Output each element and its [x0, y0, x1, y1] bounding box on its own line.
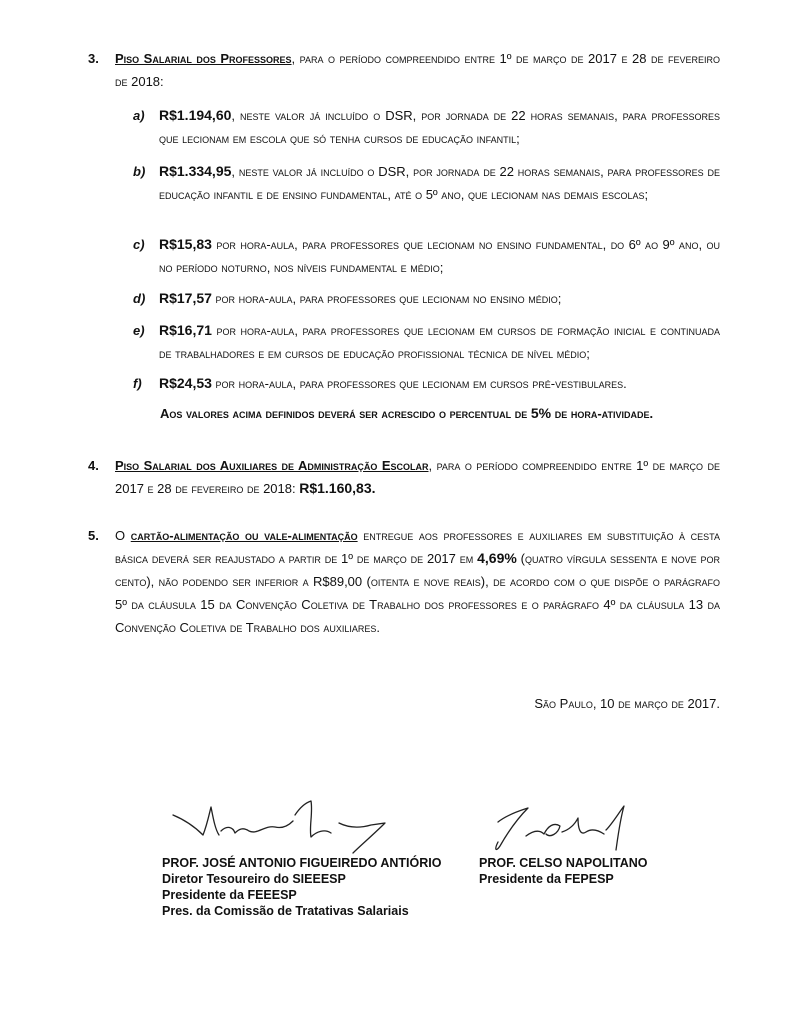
subitem-value: R$15,83 [159, 236, 212, 252]
subitem-value: R$17,57 [159, 290, 212, 306]
clause-4-value: R$1.160,83. [299, 480, 376, 496]
subitem-a [133, 104, 720, 150]
subitem-value: R$1.334,95 [159, 163, 232, 179]
subitem-letter: f) [133, 376, 142, 391]
clause-5-pre: O [115, 528, 131, 543]
signatory-1-role-2: Presidente da FEEESP [162, 888, 297, 902]
clause-5-text2: (quatro vírgula sessenta e nove por cento), não podendo ser inferior a R$89,00 (oitenta e nove reais), de acordo com o que dispõe o parágrafo 5º da cláusula 15 da Convenção Coletiva de Trabalho dos professores e o parágrafo 4º da cláusula 13 da Convenção Coletiva de Trabalho dos auxiliares. [115, 551, 720, 635]
subitem-f [133, 372, 720, 395]
signatory-2-role-1: Presidente da FEPESP [479, 872, 614, 886]
subitem-c [133, 233, 720, 279]
clause-4-title: Piso Salarial dos Auxiliares de Administração Escolar [115, 458, 429, 473]
note-text-before: Aos valores acima definidos deverá ser acrescido o percentual de [160, 406, 531, 421]
subitem-text: por hora-aula, para professores que lecionam no ensino médio; [211, 291, 562, 306]
subitem-value: R$24,53 [159, 375, 212, 391]
clause-3 [88, 47, 720, 93]
subitem-text: , neste valor já incluído o DSR, por jornada de 22 horas semanais, para professores que lecionam em escola que só tenha cursos de educação infantil; [159, 108, 720, 146]
document-date: São Paulo, 10 de março de 2017. [534, 696, 720, 711]
clause-5-percent: 4,69% [477, 550, 517, 566]
clause-5 [88, 524, 720, 639]
subitem-d [133, 287, 720, 310]
subitem-letter: e) [133, 323, 145, 338]
clause-4-text: , para o período compreendido entre 1º de março de 2017 e 28 de fevereiro de 2018: [115, 458, 720, 496]
subitem-value: R$1.194,60 [159, 107, 232, 123]
clause-3-number: 3. [88, 51, 99, 66]
signatory-2-name: PROF. CELSO NAPOLITANO [479, 856, 648, 870]
clause-4 [88, 454, 720, 500]
signatory-1-role-1: Diretor Tesoureiro do SIEEESP [162, 872, 346, 886]
signatory-2 [479, 855, 648, 887]
subitem-value: R$16,71 [159, 322, 212, 338]
subitem-e [133, 319, 720, 365]
subitem-letter: a) [133, 108, 145, 123]
signature-1-image [165, 795, 395, 855]
clause-3-text: , para o período compreendido entre 1º de março de 2017 e 28 de fevereiro de 2018: [115, 51, 720, 89]
subitem-letter: b) [133, 164, 146, 179]
signatory-1-name: PROF. JOSÉ ANTONIO FIGUEIREDO ANTIÓRIO [162, 856, 442, 870]
clause-3-title: Piso Salarial dos Professores [115, 51, 292, 66]
note-text-after: de hora-atividade. [551, 406, 654, 421]
clause-5-title: cartão-alimentação ou vale-alimentação [130, 528, 358, 543]
subitem-text: , neste valor já incluído o DSR, por jornada de 22 horas semanais, para professores de educação infantil e de ensino fundamental, até o 5º ano, que lecionam nas demais escolas; [159, 164, 720, 202]
clause-5-text1: entregue aos professores e auxiliares em substituição à cesta básica deverá ser reajustado a partir de 1º de março de 2017 em [115, 528, 721, 566]
hora-atividade-note [160, 402, 720, 425]
clause-4-number: 4. [88, 458, 99, 473]
signature-2-image [488, 800, 638, 855]
clause-5-number: 5. [88, 528, 99, 543]
subitem-letter: d) [133, 291, 146, 306]
signatory-1 [162, 855, 441, 919]
signatory-1-role-3: Pres. da Comissão de Tratativas Salariais [162, 904, 409, 918]
subitem-text: por hora-aula, para professores que lecionam no ensino fundamental, do 6º ao 9º ano, ou no período noturno, nos níveis fundamental e médio; [159, 237, 720, 275]
subitem-letter: c) [133, 237, 145, 252]
subitem-text: por hora-aula, para professores que lecionam em cursos pré-vestibulares. [211, 376, 627, 391]
subitem-b [133, 160, 720, 206]
note-percent: 5% [530, 405, 552, 421]
subitem-text: por hora-aula, para professores que lecionam em cursos de formação inicial e continuada de trabalhadores e em cursos de educação profissional técnica de nível médio; [159, 323, 720, 361]
